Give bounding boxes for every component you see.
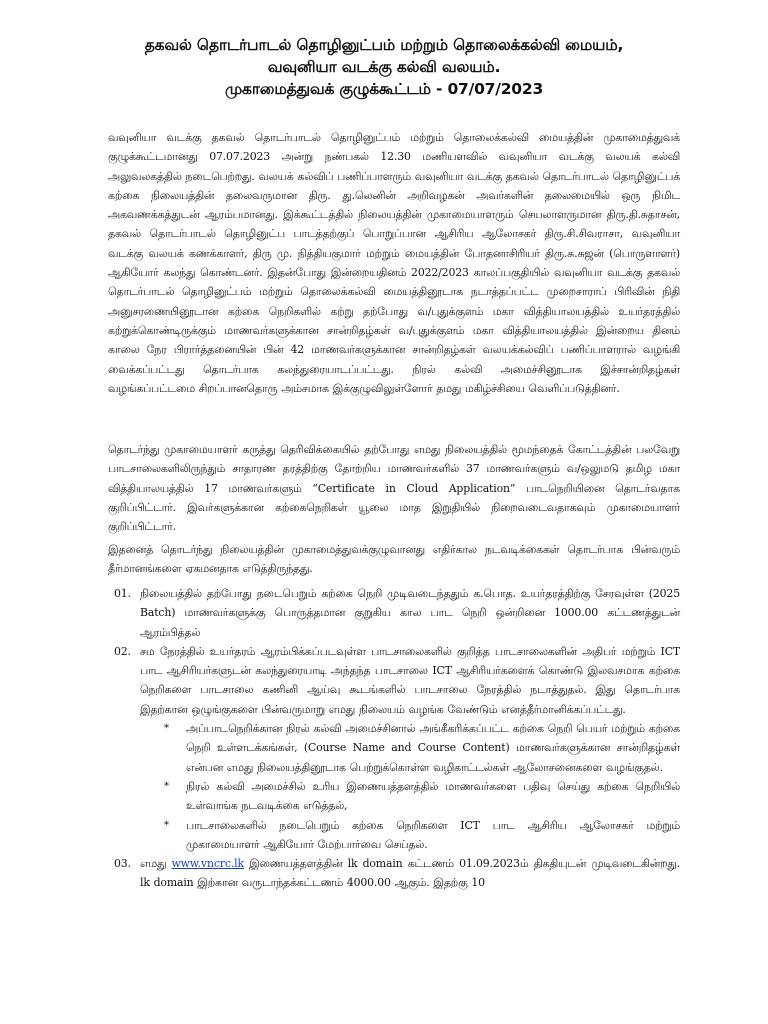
bullet-item	[140, 777, 680, 816]
bullet-text: அப்பாடநெறிக்கான நிரல் கல்வி அமைச்சினால் அங்கீகரிக்கப்பட்ட கற்கை நெறி பெயர் மற்றும் கற்கை நெறி உள்ளடக்கங்கள், (Course Name and Course Content) மாணவர்களுக்கான சான்றிதழ்கள் என்பன எமது நிலையத்தினூடாக பெற்றுக்கொள்ள வழிகாட்டல்கள் ஆலோசனைகளை வழங்குதல்.	[186, 722, 680, 774]
decisions-list	[108, 584, 680, 893]
bullet-asterisk-icon: *	[164, 780, 169, 792]
decision-bullets	[108, 719, 680, 854]
bullet-item	[140, 719, 680, 777]
header-line-1: தகவல் தொடர்பாடல் தொழினுட்பம் மற்றும் தொலைக்கல்வி மையம்,	[144, 36, 624, 54]
bullet-text: பாடசாலைகளில் நடைபெறும் கற்கை நெறிகளை ICT பாட ஆசிரிய ஆலோசகர் மற்றும் முகாமையாளர் ஆகியோர் மேற்பார்வை செய்தல்.	[186, 818, 680, 851]
paragraph-decisions-intro: இதனைத் தொடர்ந்து நிலையத்தின் முகாமைத்துவக்குழுவானது எதிர்கால நடவடிக்கைகள் தொடர்பாக பின்வரும் தீர்மானங்களை ஏகமனதாக எடுத்திருந்தது.	[108, 543, 680, 576]
decision-item	[108, 642, 680, 719]
bullet-text: நிரல் கல்வி அமைச்சில் உரிய இணையத்தளத்தில் மாணவர்களை பதிவு செய்து கற்கை நெறியில் உள்வாங்க நடவடிக்கை எடுத்தல்,	[186, 779, 680, 813]
decision-number: 02.	[114, 644, 131, 658]
paragraph-meeting-summary: வவுனியா வடக்கு தகவல் தொடர்பாடல் தொழினுட்பம் மற்றும் தொலைக்கல்வி மையத்தின் முகாமைத்துவக் குழுக்கூட்டமானது 07.07.2023 அன்று நண்பகல் 12.30 மணியளவில் வவுனியா வடக்கு வலயக் கல்வி அலுவலகத்தில் நடைபெற்றது. வலயக் கல்விப் பணிப்பாளரும் வவுனியா வடக்கு தகவல் தொடர்பாடல் தொழினுட்பக் கற்கை நிலையத்தின் தலைவருமான திரு. து.லெனின் அறிவழகன் அவர்களின் தலைமையில் ஒரு நிமிட அகவணக்கத்துடன் ஆரம்பமானது. இக்கூட்டத்தில் நிலையத்தின் முகாமையாளரும் செயலாளருமான திரு.தி.சுதாசன், தகவல் தொடர்பாடல் தொழினுட்ப பாடத்தற்குப் பொறுப்பான ஆசிரிய ஆலோசகர் திரு.சி.சிவராசா, வவுனியா வடக்கு வலயக் கணக்காளர், திரு மு. நித்தியகுமார் மற்றும் மையத்தின் போதனாசிரியர் திரு.சு.சுஜன் (பொருளாளர்) ஆகியோர் கலந்து கொண்டனர். இதன்போது இன்றையதினம் 2022/2023 காலப்பகுதியில் வவுனியா வடக்கு தகவல் தொடர்பாடல் தொழினுட்பம் மற்றும் தொலைக்கல்வி மையத்தினூடாக நடாத்தப்பட்ட முறைசாராப் பிரிவின் நிதி அனுசரணையினூடான கற்கை நெறிகளில் கற்று தற்போது வ/புதுக்குளம் மகா வித்தியாலயத்தில் உயர்தரத்தில் கற்றுக்கொண்டிருக்கும் மாணவர்களுக்கான சான்றிதழ்கள் வ/புதுக்குளம் மகா வித்தியாலயத்தில் இன்றைய தினம் காலை நேர பிரார்த்தனையின் பின் 42 மாணவர்களுக்கான சான்றிதழ்கள் வலயக்கல்விப் பணிப்பாளரால் வழங்கி வைக்கப்பட்டது தொடர்பாக கலந்துரையாடப்பட்டது. நிரல் கல்வி அமைச்சினூடாக இச்சான்றிதழ்கள் வழங்கப்பட்டமை சிறப்பானதொரு அம்சமாக இக்குழுவிலுள்ளோர் தமது மகிழ்ச்சியை வெளிப்படுத்தினர்.	[108, 131, 681, 395]
decision-text-after-link: இணையத்தளத்தின் lk domain கட்டணம் 01.09.2023ம் திகதியுடன் முடிவடைகின்றது. lk domain இற்கான வருடாந்தக்கட்டணம் 4000.00 ஆகும். இதற்கு 10	[140, 857, 680, 890]
header-line-3: முகாமைத்துவக் குழுக்கூட்டம் - 07/07/2023	[224, 80, 544, 98]
decision-item	[108, 854, 680, 893]
bullet-asterisk-icon: *	[164, 723, 169, 735]
bullet-item	[140, 816, 680, 855]
decision-text-before-link: எமது	[140, 857, 172, 871]
decision-text: சம நேரத்தில் உயர்தரம் ஆரம்பிக்கப்படவுள்ள பாடசாலைகளில் குறித்த பாடசாலைகளின் அதிபர் மற்றும் ICT பாட ஆசிரியர்களுடன் கலந்துரையாடி அந்தந்த பாடசாலை ICT ஆசிரியர்களைக் கொண்டு இலவசமாக கற்கை நெறிகளை பாடசாலை கணினி ஆய்வு கூடங்களில் பாடசாலை நேரத்தில் நடாத்துதல். இது தொடர்பாக இதற்கான ஒழுங்குகளை பின்வருமாறு எமது நிலையம் வழங்க வேண்டும் எனத்தீர்மானிக்கப்பட்டது.	[140, 644, 680, 716]
paragraph-course-update: தொடர்ந்து முகாமையாளர் கருத்து தெரிவிக்கையில் தற்போது எமது நிலையத்தில் மூமந்தைக் கோட்டத்தின் பலவேறு பாடசாலைகளிலிருந்தும் சாதாரண தரத்திற்கு தோற்றிய மாணவர்களில் 37 மாணவர்களும் வ/ஒலுமடு தமிழ மகா வித்தியாலயத்தில் 17 மாணவர்களும் “Certificate in Cloud Application” பாடநெறியினை தொடர்வதாக குறிப்பிட்டார். இவர்களுக்கான கற்கைநெறிகள் யூலை மாத இறுதியில் நிறைவடைவதாகவும் முகாமையாளர் குறிப்பிட்டார்.	[108, 443, 680, 534]
header-line-2: வவுனியா வடக்கு கல்வி வலயம்.	[267, 58, 501, 76]
bullet-asterisk-icon: *	[164, 819, 169, 831]
decision-number: 01.	[114, 587, 131, 600]
decision-number: 03.	[114, 857, 131, 871]
decision-text: நிலையத்தில் தற்போது நடைபெறும் கற்கை நெறி முடிவடைந்ததும் க.பொத. உயர்தரத்திற்கு சேரவுள்ள (2025 Batch) மாணவர்களுக்கு பொருத்தமான குறுகிய கால பாட நெறி ஒன்றினை 1000.00 கட்டணத்துடன் ஆரம்பித்தல்	[140, 587, 680, 639]
decision-bullets-container	[108, 719, 680, 854]
website-link[interactable]: www.vncrc.lk	[171, 857, 244, 871]
decision-item	[108, 584, 680, 642]
